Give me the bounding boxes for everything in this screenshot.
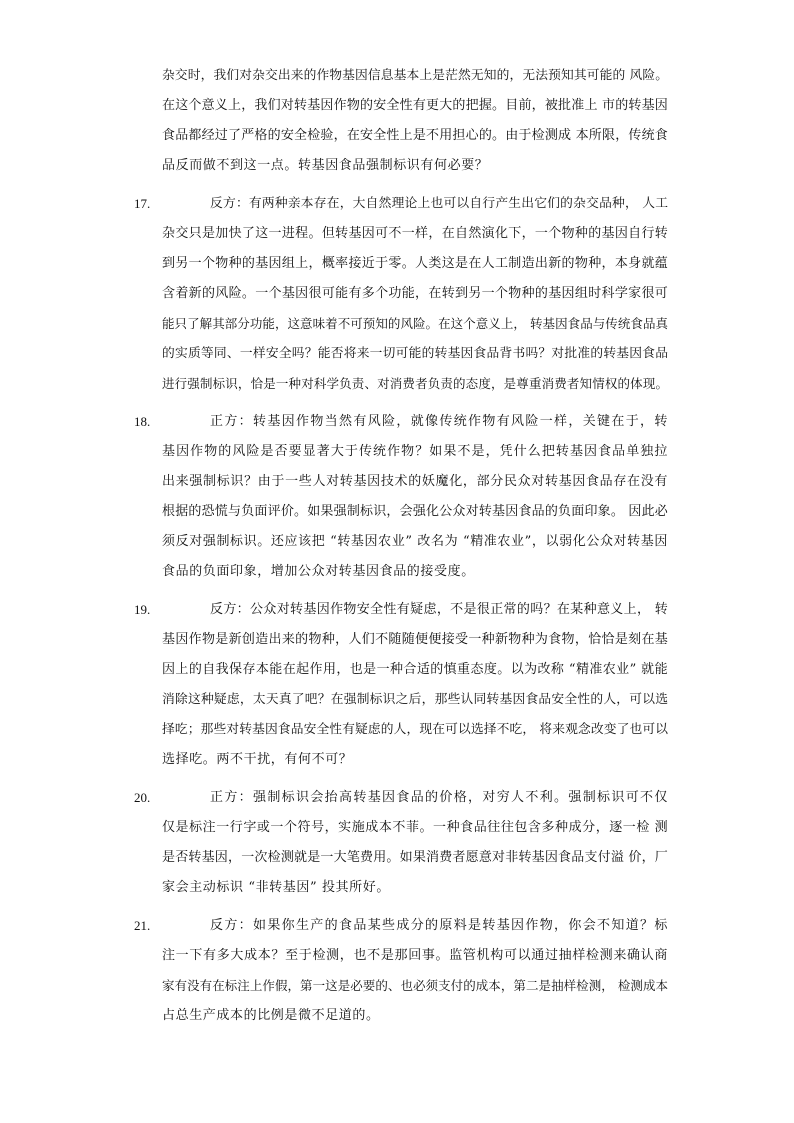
paragraph-line: 出来强制标识？由于一些人对转基因技术的妖魔化，部分民众对转基因食品存在没有 (162, 474, 668, 489)
paragraph-line: 在这个意义上，我们对转基因作物的安全性有更大的把握。目前，被批准上 市的转基因 (162, 98, 668, 113)
paragraph-line: 到另一个物种的基因组上，概率接近于零。人类这是在人工制造出新的物种，本身就蕴 (162, 256, 668, 271)
paragraph-number: 19. (134, 602, 151, 617)
paragraph-line: 杂交只是加快了这一进程。但转基因可不一样，在自然演化下，一个物种的基因自行转 (162, 226, 668, 241)
paragraph-line: 家会主动标识 “非转基因” 投其所好。 (162, 880, 390, 895)
paragraph-line: 反方：如果你生产的食品某些成分的原料是转基因作物，你会不知道？标 (210, 918, 668, 933)
paragraph-line: 正方：转基因作物当然有风险，就像传统作物有风险一样，关键在于，转 (210, 414, 668, 429)
paragraph-line: 正方：强制标识会抬高转基因食品的价格，对穷人不利。强制标识可不仅 (210, 790, 668, 805)
paragraph-line: 消除这种疑虑，太天真了吧？在强制标识之后，那些认同转基因食品安全性的人，可以选 (162, 692, 668, 707)
paragraph-line: 是否转基因，一次检测就是一大笔费用。如果消费者愿意对非转基因食品支付溢 价，厂 (162, 850, 668, 865)
paragraph-line: 基因作物的风险是否要显著大于传统作物？如果不是，凭什么把转基因食品单独拉 (162, 444, 668, 459)
paragraph-line: 品反而做不到这一点。转基因食品强制标识有何必要？ (162, 158, 489, 173)
paragraph-line: 根据的恐慌与负面评价。如果强制标识，会强化公众对转基因食品的负面印象。 因此必 (162, 504, 668, 519)
paragraph-line: 因上的自我保存本能在起作用，也是一种合适的慎重态度。以为改称 “精准农业” 就能 (162, 662, 668, 677)
paragraph-line: 的实质等同、一样安全吗？能否将来一切可能的转基因食品背书吗？对批准的转基因食品 (162, 346, 668, 361)
paragraph-line: 选择吃。两不干扰，有何不可？ (162, 752, 353, 767)
paragraph-line: 须反对强制标识。还应该把 “转基因农业” 改名为 “精准农业”，以弱化公众对转基因 (162, 534, 668, 549)
paragraph-number: 20. (134, 790, 151, 805)
paragraph-line: 基因作物是新创造出来的物种，人们不随随便便接受一种新物种为食物，恰恰是刻在基 (162, 632, 668, 647)
paragraph-line: 择吃；那些对转基因食品安全性有疑虑的人，现在可以选择不吃， 将来观念改变了也可以 (162, 722, 668, 737)
paragraph-line: 食品都经过了严格的安全检验，在安全性上是不用担心的。由于检测成 本所限，传统食 (162, 128, 668, 143)
paragraph-number: 21. (134, 918, 151, 933)
paragraph-line: 含着新的风险。一个基因很可能有多个功能，在转到另一个物种的基因组时科学家很可 (162, 286, 668, 301)
paragraph-line: 仅是标注一行字或一个符号，实施成本不菲。一种食品往往包含多种成分，逐一检 测 (162, 820, 668, 835)
paragraph-line: 反方：有两种亲本存在，大自然理论上也可以自行产生出它们的杂交品种， 人工 (210, 196, 668, 211)
paragraph-line: 能只了解其部分功能，这意味着不可预知的风险。在这个意义上， 转基因食品与传统食品真 (162, 316, 668, 331)
paragraph-number: 17. (134, 196, 151, 211)
paragraph-line: 杂交时，我们对杂交出来的作物基因信息基本上是茫然无知的，无法预知其可能的 风险。 (162, 68, 668, 83)
paragraph-line: 占总生产成本的比例是微不足道的。 (162, 1008, 380, 1023)
paragraph-line: 家有没有在标注上作假，第一这是必要的、也必须支付的成本，第二是抽样检测， 检测成本 (162, 978, 668, 993)
paragraph-line: 反方：公众对转基因作物安全性有疑虑，不是很正常的吗？在某种意义上， 转 (210, 602, 668, 617)
paragraph-line: 注一下有多大成本？至于检测，也不是那回事。监管机构可以通过抽样检测来确认商 (162, 948, 668, 963)
paragraph-line: 食品的负面印象，增加公众对转基因食品的接受度。 (162, 564, 475, 579)
paragraph-number: 18. (134, 414, 151, 429)
paragraph-line: 进行强制标识，恰是一种对科学负责、对消费者负责的态度，是尊重消费者知情权的体现。 (162, 376, 668, 391)
